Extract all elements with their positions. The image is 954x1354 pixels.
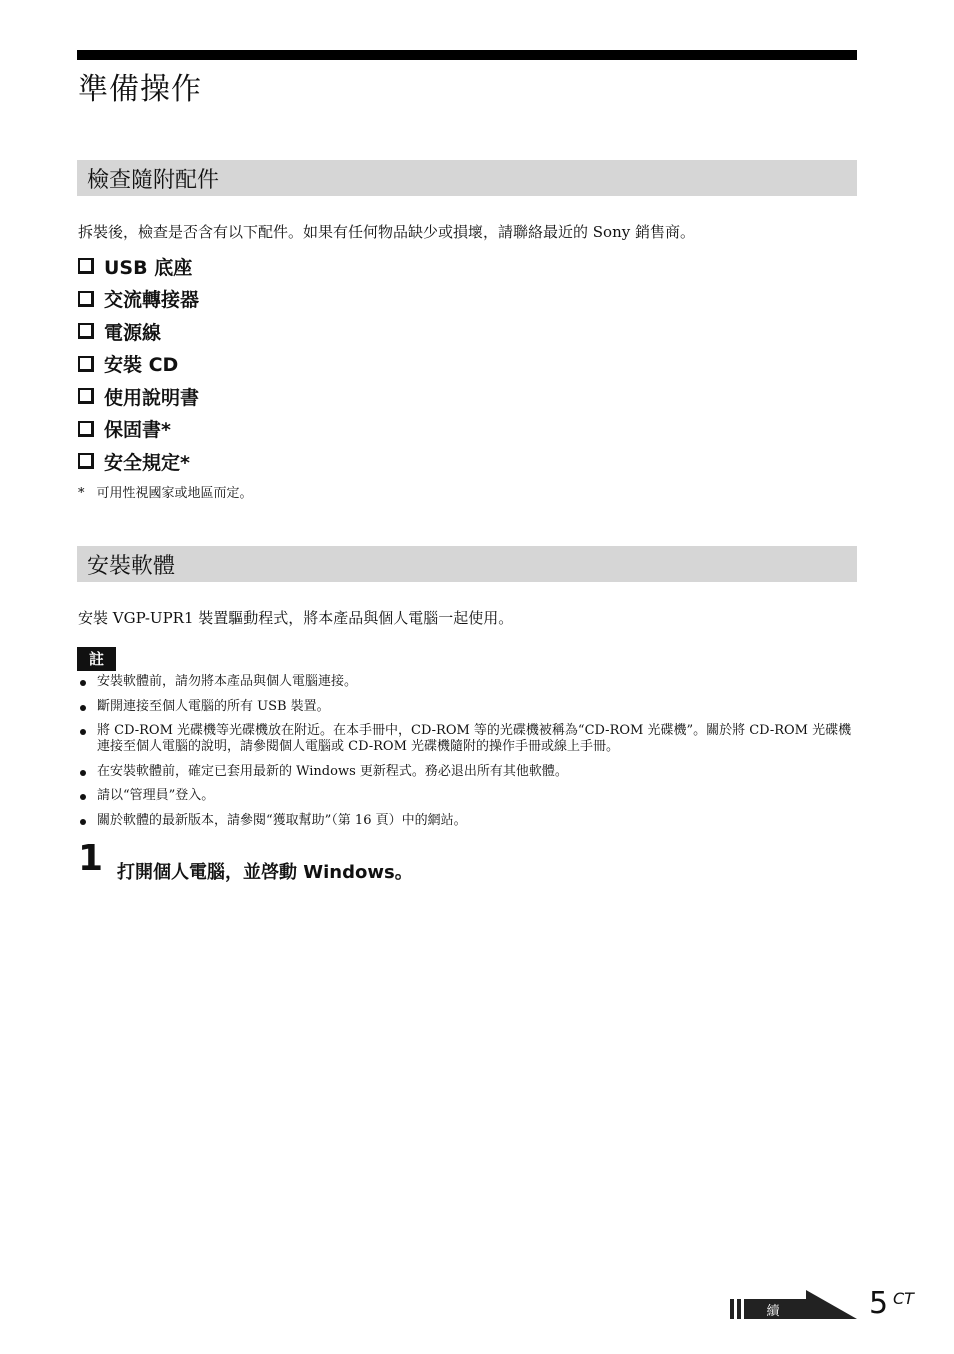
step-text: 打開個人電腦，並啓動 Windows。 (117, 862, 413, 883)
checkbox-icon (78, 421, 94, 437)
checkbox-icon (78, 291, 94, 307)
checkbox-icon (78, 356, 94, 372)
page-suffix: CT (893, 1289, 914, 1308)
checklist-item-label: 交流轉接器 (104, 289, 200, 312)
note-item: 請以“管理員”登入。 (78, 788, 858, 804)
note-badge: 註 (77, 647, 116, 671)
section-heading-text: 安裝軟體 (87, 554, 176, 579)
note-item: 斷開連接至個人電腦的所有 USB 裝置。 (78, 699, 858, 715)
step-number: 1 (78, 838, 104, 879)
install-intro: 安裝 VGP-UPR1 裝置驅動程式，將本產品與個人電腦一起使用。 (78, 609, 514, 627)
accessory-checklist (78, 250, 199, 478)
section-heading-install (77, 546, 857, 582)
accessories-intro: 拆裝後，檢查是否含有以下配件。如果有任何物品缺少或損壞，請聯絡最近的 Sony 銷售商。 (78, 223, 695, 241)
checklist-item (78, 283, 199, 316)
note-item: 將 CD-ROM 光碟機等光碟機放在附近。在本手冊中，CD-ROM 等的光碟機被稱為“CD-ROM 光碟機”。關於將 CD-ROM 光碟機連接至個人電腦的說明，請參閱個人電腦或 CD-ROM 光碟機隨附的操作手冊或線上手冊。 (78, 723, 858, 755)
checklist-item-label: 安全規定* (104, 451, 190, 474)
top-rule (77, 50, 857, 60)
note-item: 關於軟體的最新版本，請參閱“獲取幫助”（第 16 頁）中的網站。 (78, 813, 858, 829)
checklist-item (78, 250, 199, 283)
notes-list (78, 674, 858, 837)
note-item: 安裝軟體前，請勿將本產品與個人電腦連接。 (78, 674, 858, 690)
checklist-item-label: USB 底座 (104, 256, 193, 279)
checklist-item (78, 315, 199, 348)
checklist-item-label: 保固書* (104, 419, 171, 442)
footnote-mark: * (78, 486, 85, 501)
checklist-item-label: 電源線 (104, 321, 162, 344)
checklist-item (78, 413, 199, 446)
section-heading-text: 檢查隨附配件 (87, 168, 220, 193)
continue-indicator (730, 1289, 858, 1325)
checkbox-icon (78, 388, 94, 404)
page-number: 5 (869, 1286, 889, 1321)
checklist-item-label: 使用說明書 (104, 386, 200, 409)
checklist-item (78, 445, 199, 478)
footnote (78, 482, 253, 501)
checkbox-icon (78, 453, 94, 469)
checkbox-icon (78, 323, 94, 339)
continue-arrow-icon (730, 1289, 858, 1321)
checklist-item-label: 安裝 CD (104, 354, 179, 377)
footnote-text: 可用性視國家或地區而定。 (96, 486, 253, 501)
page-title: 準備操作 (78, 72, 202, 107)
checkbox-icon (78, 258, 94, 274)
continue-label: 續 (766, 1304, 780, 1319)
note-item: 在安裝軟體前，確定已套用最新的 Windows 更新程式。務必退出所有其他軟體。 (78, 764, 858, 780)
checklist-item (78, 380, 199, 413)
checklist-item (78, 348, 199, 381)
section-heading-accessories (77, 160, 857, 196)
